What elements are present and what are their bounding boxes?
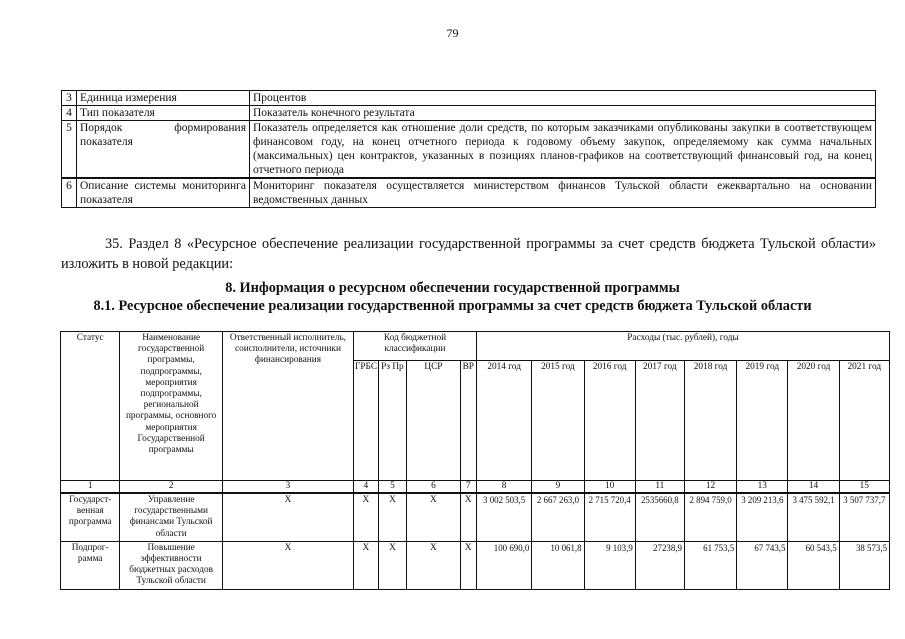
column-number: 14: [788, 481, 839, 494]
row-value: 60 543,5: [788, 541, 839, 589]
column-number: 8: [476, 481, 531, 494]
header-expenses: Расходы (тыс. рублей), годы: [476, 332, 889, 361]
header-year: 2015 год: [532, 361, 584, 481]
row-value: 9 103,9: [584, 541, 635, 589]
column-number-row: [61, 481, 890, 494]
header-rzpr: Рз Пр: [378, 361, 407, 481]
page-number: 79: [446, 26, 459, 40]
attribute-value: Показатель конечного результата: [250, 106, 876, 121]
header-year: 2020 год: [788, 361, 839, 481]
row-responsible: X: [222, 541, 353, 589]
column-number: 3: [222, 481, 353, 494]
column-number: 15: [839, 481, 889, 494]
header-year: 2018 год: [684, 361, 736, 481]
column-number: 4: [354, 481, 379, 494]
row-value: 2 667 263,0: [532, 493, 584, 541]
row-status: Подпрог-рамма: [61, 541, 120, 589]
table-row: [62, 121, 876, 179]
resource-table: [60, 331, 890, 590]
column-number: 9: [532, 481, 584, 494]
header-grbs: ГРБС: [354, 361, 379, 481]
attribute-label: Единица измерения: [77, 91, 250, 106]
header-budget-code: Код бюджетной классификации: [354, 332, 477, 361]
header-year: 2019 год: [737, 361, 788, 481]
attribute-value: Процентов: [250, 91, 876, 106]
row-rzpr: X: [378, 541, 407, 589]
column-number: 5: [378, 481, 407, 494]
column-number: 13: [737, 481, 788, 494]
row-number: 3: [62, 91, 77, 106]
row-name: Управление государственными финансами Тульской области: [120, 493, 222, 541]
row-value: 61 753,5: [684, 541, 736, 589]
row-value: 2 715 720,4: [584, 493, 635, 541]
header-csr: ЦСР: [407, 361, 460, 481]
row-rzpr: X: [378, 493, 407, 541]
subsection-heading: 8.1. Ресурсное обеспечение реализации государственной программы за счет средств бюджета Тульской области: [93, 298, 812, 314]
header-year: 2017 год: [635, 361, 684, 481]
row-grbs: X: [354, 493, 379, 541]
row-csr: X: [407, 493, 460, 541]
row-value: 67 743,5: [737, 541, 788, 589]
row-value: 10 061,8: [532, 541, 584, 589]
column-number: 11: [635, 481, 684, 494]
header-vr: ВР: [460, 361, 476, 481]
row-value: 3 209 213,6: [737, 493, 788, 541]
indicator-attributes-table: [61, 90, 876, 208]
row-responsible: X: [222, 493, 353, 541]
row-number: 5: [62, 121, 77, 179]
attribute-value: Мониторинг показателя осуществляется министерством финансов Тульской области ежеквартально на основании ведомственных данных: [250, 178, 876, 208]
row-value: 3 507 737,7: [839, 493, 889, 541]
row-value: 100 690,0: [476, 541, 531, 589]
row-number: 6: [62, 178, 77, 208]
section-heading: 8. Информация о ресурсном обеспечении государственной программы: [225, 280, 680, 296]
attribute-label: Тип показателя: [77, 106, 250, 121]
header-year: 2021 год: [839, 361, 889, 481]
column-number: 10: [584, 481, 635, 494]
header-row: [61, 332, 890, 361]
row-value: 3 475 592,1: [788, 493, 839, 541]
header-year: 2014 год: [476, 361, 531, 481]
amendment-paragraph: 35. Раздел 8 «Ресурсное обеспечение реализации государственной программы за счет средств бюджета Тульской области» изложить в новой редакции:: [61, 236, 876, 272]
row-vr: X: [460, 541, 476, 589]
attribute-value: Показатель определяется как отношение доли средств, по которым заказчиками опубликованы закупки в соответствующем финансовом году, на конец отчетного периода к годовому объему закупок, определяемому как сумма начальных (максимальных) цен контрактов, указанных в позициях планов-графиков на соответствующий финансовый год, на конец отчетного периода: [250, 121, 876, 179]
header-year: 2016 год: [584, 361, 635, 481]
table-row: [62, 178, 876, 208]
column-number: 2: [120, 481, 222, 494]
row-csr: X: [407, 541, 460, 589]
table-row: [62, 91, 876, 106]
header-name: Наименование государственной программы, подпрограммы, мероприятия подпрограммы, региональной программы, основного мероприятия Государственной программы: [120, 332, 222, 481]
attribute-label: Порядок формирования показателя: [77, 121, 250, 179]
table-row: [61, 493, 890, 541]
row-number: 4: [62, 106, 77, 121]
row-value: 38 573,5: [839, 541, 889, 589]
row-value: 2535660,8: [635, 493, 684, 541]
column-number: 7: [460, 481, 476, 494]
table-row: [61, 541, 890, 589]
row-vr: X: [460, 493, 476, 541]
attribute-label: Описание системы мониторинга показателя: [77, 178, 250, 208]
column-number: 12: [684, 481, 736, 494]
row-value: 2 894 759,0: [684, 493, 736, 541]
row-grbs: X: [354, 541, 379, 589]
row-value: 27238,9: [635, 541, 684, 589]
column-number: 6: [407, 481, 460, 494]
header-status: Статус: [61, 332, 120, 481]
row-name: Повышение эффективности бюджетных расходов Тульской области: [120, 541, 222, 589]
row-status: Государст-венная программа: [61, 493, 120, 541]
row-value: 3 002 503,5: [476, 493, 531, 541]
header-responsible: Ответственный исполнитель, соисполнители, источники финансирования: [222, 332, 353, 481]
column-number: 1: [61, 481, 120, 494]
table-row: [62, 106, 876, 121]
